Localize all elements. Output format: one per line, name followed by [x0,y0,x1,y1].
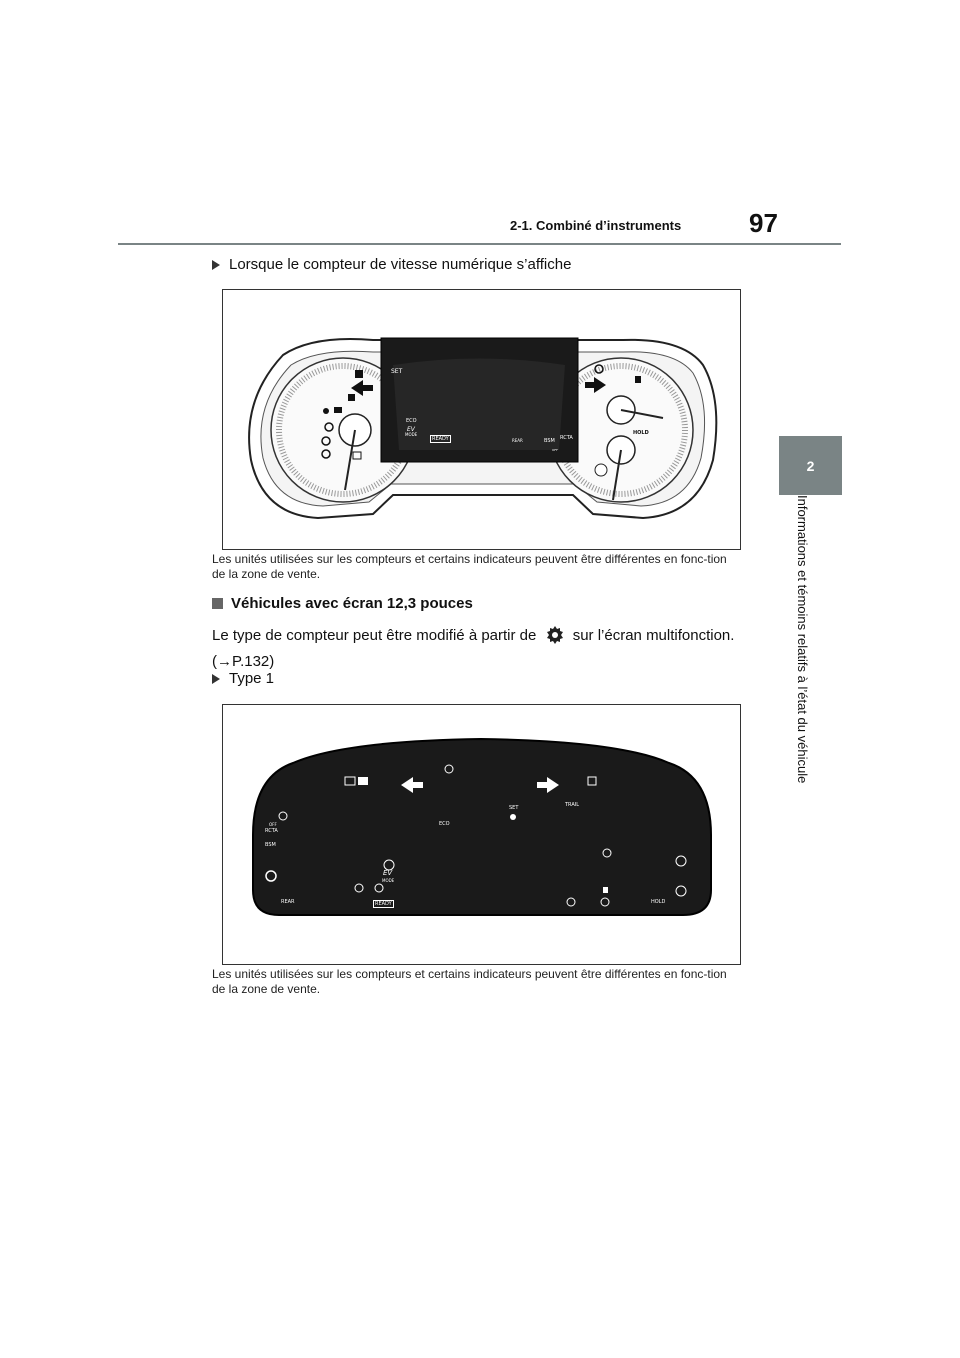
section-heading [212,595,473,612]
paragraph-text-before: Le type de compteur peut être modifié à partir de [212,627,537,644]
figure2-caption: Les unités utilisées sur les compteurs et certains indicateurs peuvent être différentes en fonc-tion de la zone de vente. [212,967,727,996]
section-title: 2-1. Combiné d’instruments [510,218,682,233]
bullet-digital-speedometer [212,256,571,273]
trail-indicator: TRAIL [565,802,580,808]
ev-mode-indicator: MODE [405,432,418,437]
gear-icon [545,625,565,649]
rear-indicator: REAR [512,438,523,443]
bsm-indicator: BSM [265,842,276,848]
arrow-bullet-icon [212,260,220,270]
set-indicator: SET [509,805,519,811]
page-reference: (→P.132) [212,653,275,670]
ready-indicator: READY [432,436,449,442]
chapter-title: Informations et témoins relatifs à l’état du véhicule [795,495,810,784]
page-number: 97 [749,208,778,238]
display-illustration [223,705,740,964]
figure1-caption: Les unités utilisées sur les compteurs et certains indicateurs peuvent être différentes en fonc-tion de la zone de vente. [212,552,727,581]
rear-indicator: REAR [281,899,295,905]
chapter-tab: 2 [779,436,842,495]
figure-instrument-cluster-type-1 [222,704,741,965]
rcta-indicator: RCTA [265,828,278,834]
bsm-indicator: BSM [544,438,555,444]
cluster-illustration [223,290,740,549]
ready-indicator: READY [375,901,392,907]
meter-type-paragraph [212,625,734,649]
hold-indicator: HOLD [633,430,649,436]
rcta-indicator: RCTA [560,435,573,441]
figure-instrument-cluster-digital [222,289,741,550]
eco-indicator: ECO [439,821,450,827]
paragraph-text-after: sur l’écran multifonction. [572,627,735,644]
ev-indicator: EV [407,426,415,433]
section-square-icon [212,598,223,609]
arrow-bullet-icon [212,674,220,684]
ev-mode-indicator: MODE [382,878,395,883]
off-indicator: OFF [269,822,277,827]
set-indicator: SET [391,368,403,375]
bullet-text: Lorsque le compteur de vitesse numérique s’affiche [229,256,572,273]
off-indicator: OFF [552,448,558,452]
section-heading-text: Véhicules avec écran 12,3 pouces [231,595,473,612]
bullet-type-1 [212,670,274,687]
header-divider [118,243,841,245]
ev-indicator: EV [383,869,393,877]
eco-indicator: ECO [406,418,417,424]
hold-indicator: HOLD [651,899,666,905]
bullet-text: Type 1 [229,670,275,687]
